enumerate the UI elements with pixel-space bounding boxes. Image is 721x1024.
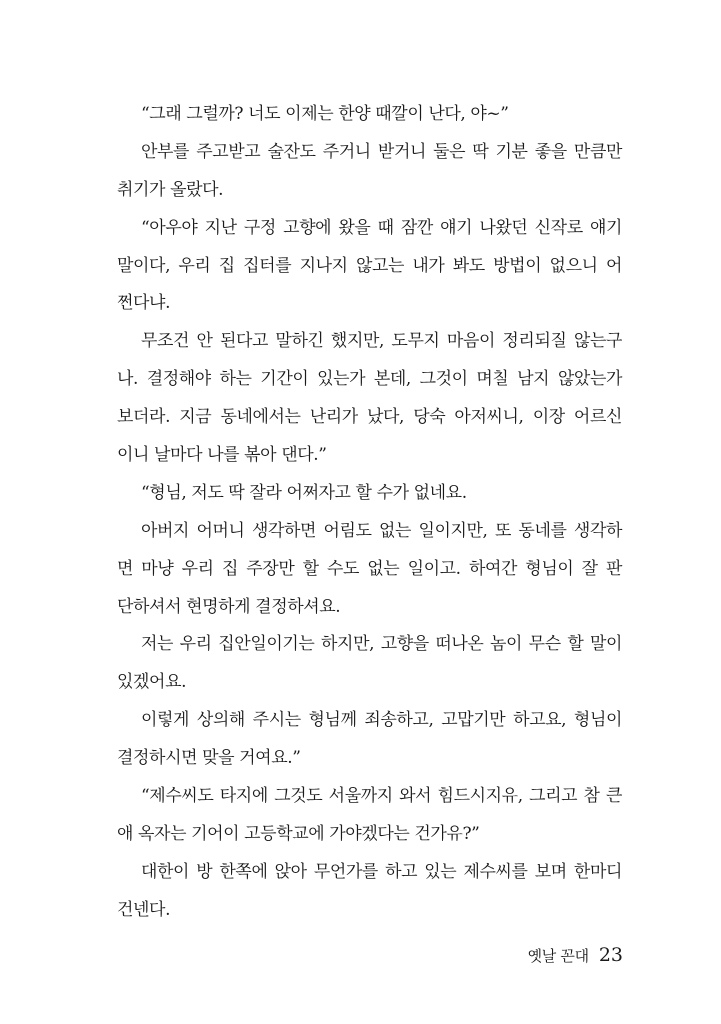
text-line: 저는 우리 집안일이기는 하지만, 고향을 떠나온 놈이 무슨 할 말이 xyxy=(141,634,622,655)
text-line: 면 마냥 우리 집 주장만 할 수도 없는 일이고. 하여간 형님이 잘 판 xyxy=(117,558,622,579)
text-line: 쩐다냐. xyxy=(117,293,171,314)
text-line: 애 옥자는 기어이 고등학교에 가야겠다는 건가유?” xyxy=(117,823,480,844)
text-line: 취기가 올랐다. xyxy=(117,179,224,200)
text-line: 말이다, 우리 집 집터를 지나지 않고는 내가 봐도 방법이 없으니 어 xyxy=(117,255,622,276)
page-footer xyxy=(528,944,623,974)
page-number: 23 xyxy=(598,944,623,966)
text-line: 무조건 안 된다고 말하긴 했지만, 도무지 마음이 정리되질 않는구 xyxy=(141,331,622,352)
text-line: 결정하시면 맞을 거여요.” xyxy=(117,748,301,769)
text-line: 나. 결정해야 하는 기간이 있는가 본데, 그것이 며칠 남지 않았는가 xyxy=(117,369,622,390)
text-line: “제수씨도 타지에 그것도 서울까지 와서 힘드시지유, 그리고 참 큰 xyxy=(141,786,622,807)
body-text xyxy=(117,96,622,930)
text-line: “아우야 지난 구정 고향에 왔을 때 잠깐 얘기 나왔던 신작로 얘기 xyxy=(141,217,622,238)
text-line: “형님, 저도 딱 잘라 어쩌자고 할 수가 없네요. xyxy=(141,482,467,503)
text-line: 단하셔서 현명하게 결정하셔요. xyxy=(117,596,341,617)
text-line: 아버지 어머니 생각하면 어림도 없는 일이지만, 또 동네를 생각하 xyxy=(141,520,622,541)
text-line: 안부를 주고받고 술잔도 주거니 받거니 둘은 딱 기분 좋을 만큼만 xyxy=(141,141,622,162)
running-title: 옛날 꼰대 xyxy=(527,947,589,965)
text-line: 대한이 방 한쪽에 앉아 무언가를 하고 있는 제수씨를 보며 한마디 xyxy=(141,861,622,882)
text-line: “그래 그럴까? 너도 이제는 한양 때깔이 난다, 야~” xyxy=(141,104,509,124)
text-line: 이니 날마다 나를 볶아 댄다.” xyxy=(117,445,327,466)
text-line: 있겠어요. xyxy=(117,672,187,693)
text-line: 보더라. 지금 동네에서는 난리가 났다, 당숙 아저씨니, 이장 어르신 xyxy=(117,407,622,428)
text-line: 이렇게 상의해 주시는 형님께 죄송하고, 고맙기만 하고요, 형님이 xyxy=(141,710,622,731)
text-line: 건넨다. xyxy=(117,899,171,920)
